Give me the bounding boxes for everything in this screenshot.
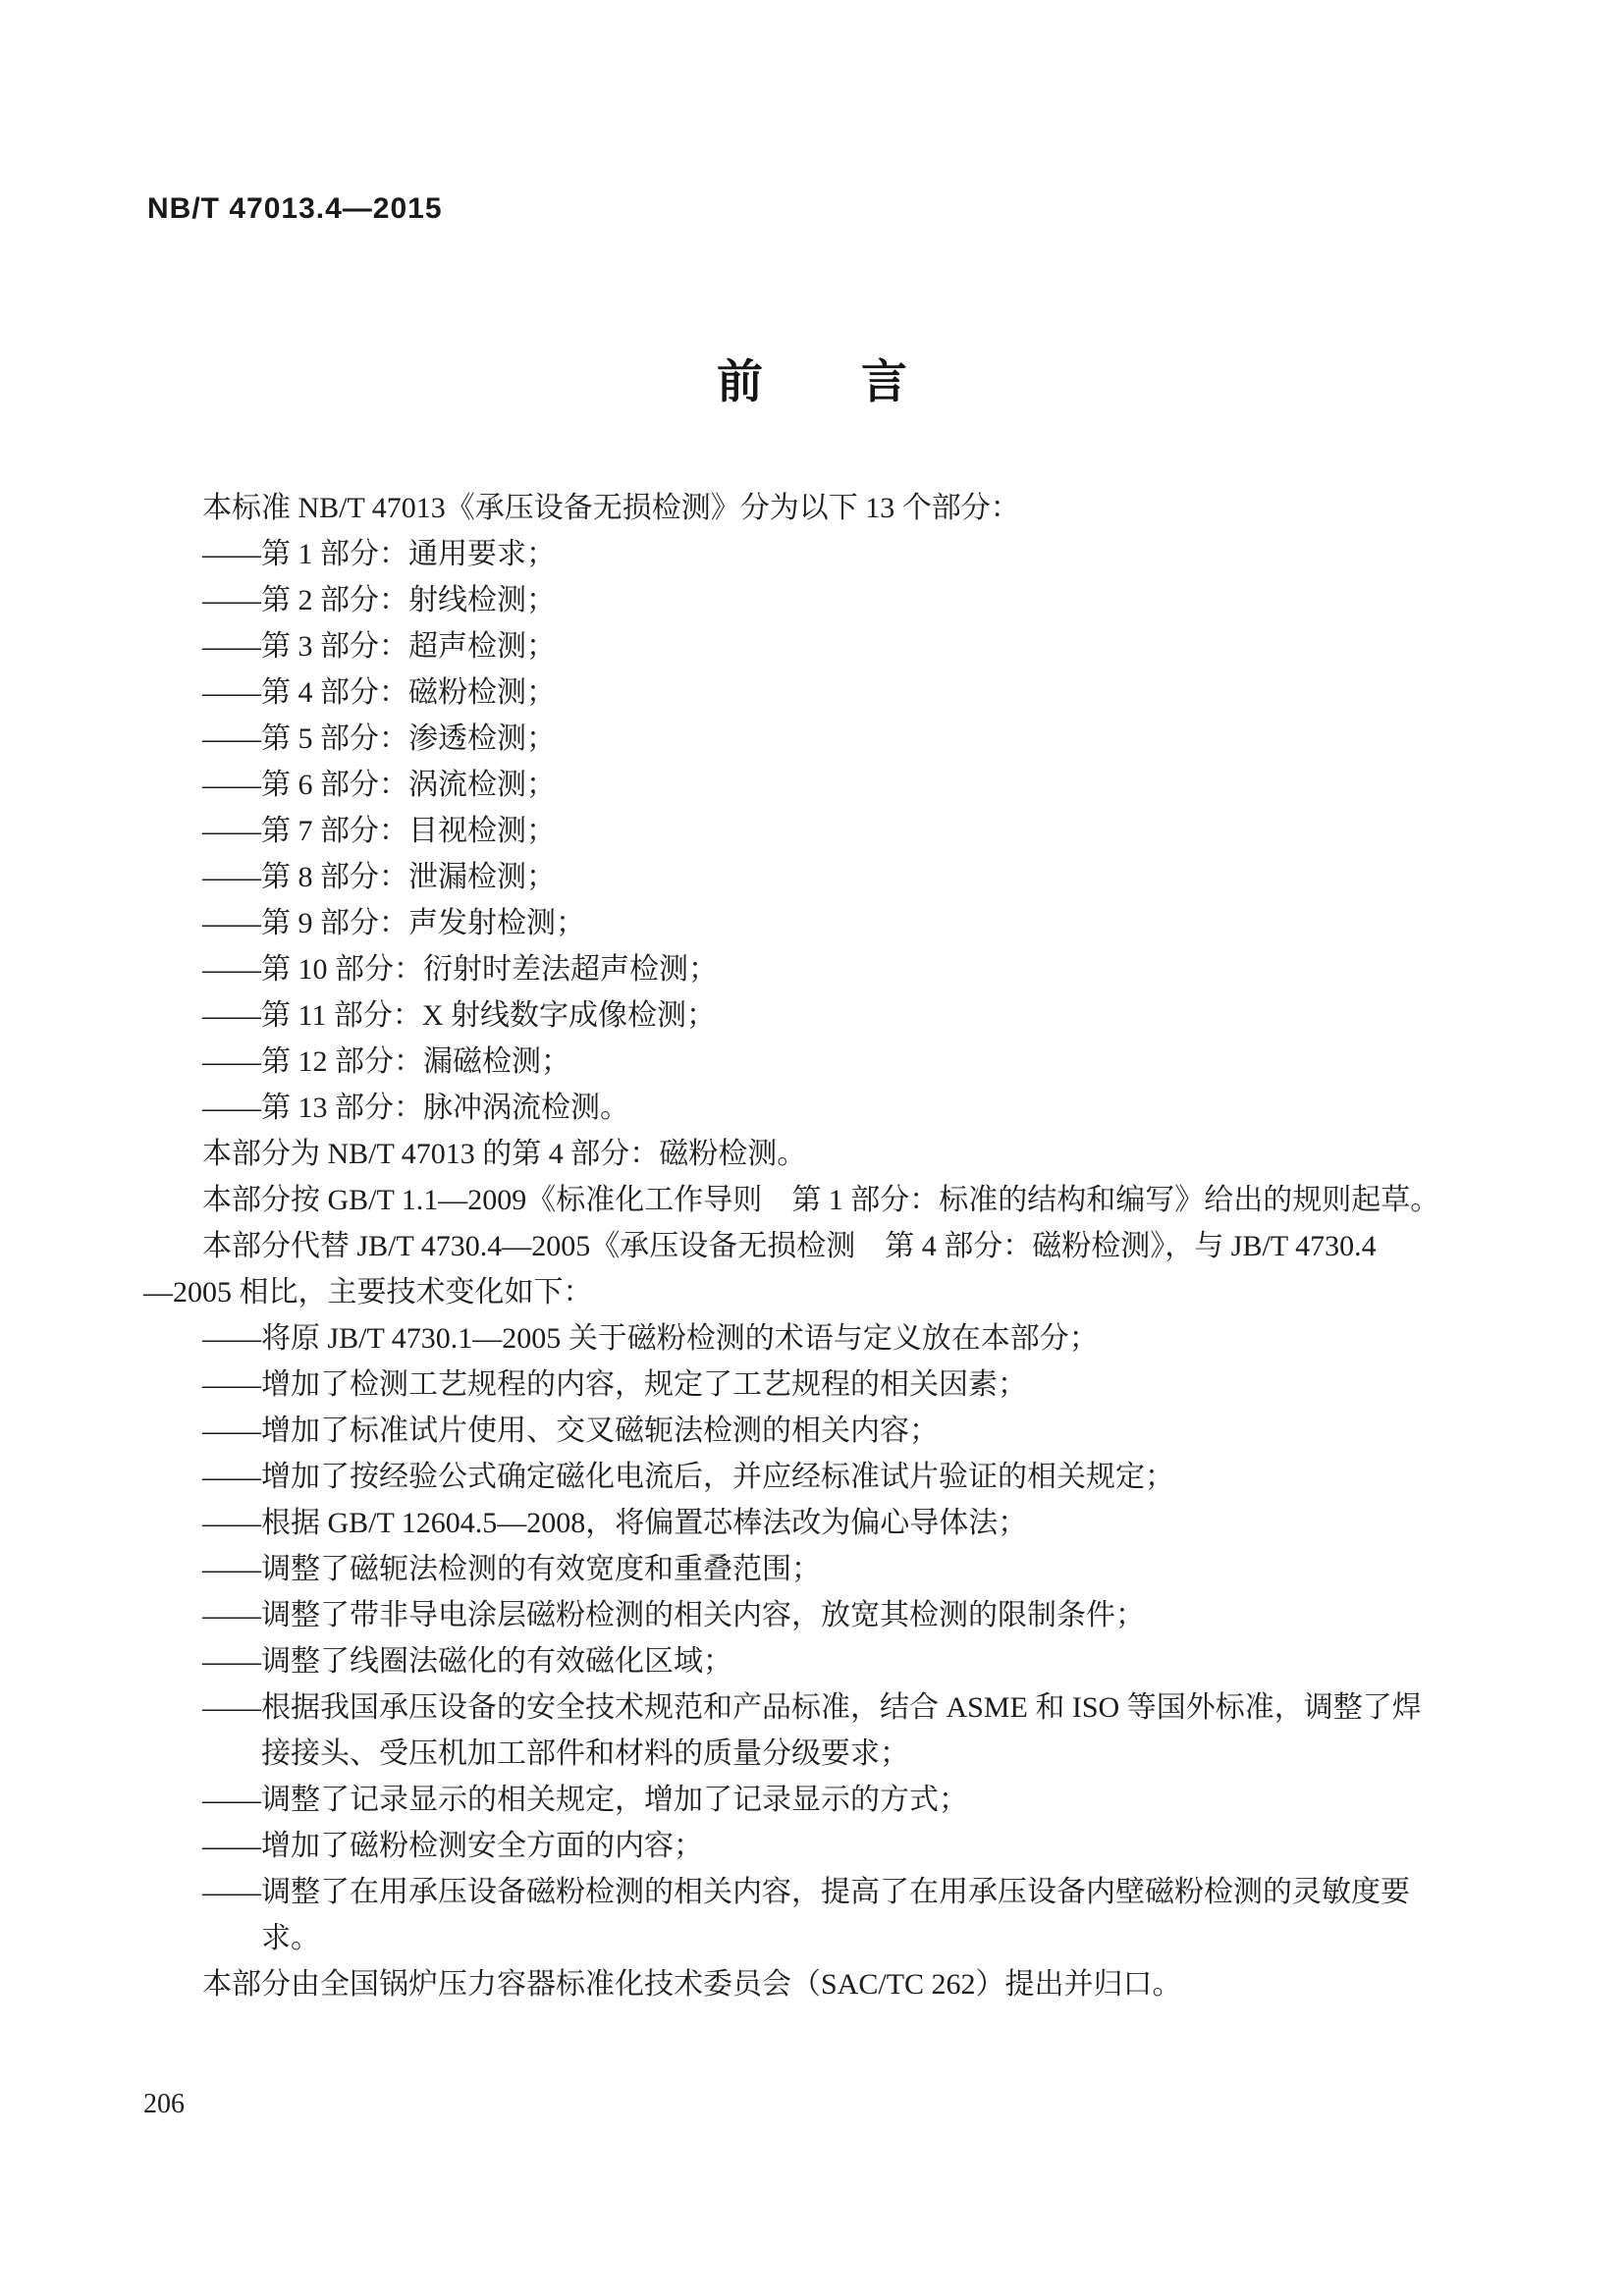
list-item-change-terms: ——将原 JB/T 4730.1—2005 关于磁粉检测的术语与定义放在本部分； [202, 1322, 1099, 1355]
list-item-part-8: ——第 8 部分：泄漏检测； [202, 861, 556, 893]
list-item-change-test-strip: ——增加了标准试片使用、交叉磁轭法检测的相关内容； [202, 1415, 939, 1447]
list-item-change-safety: ——增加了磁粉检测安全方面的内容； [202, 1830, 703, 1862]
list-item-part-11: ——第 11 部分：X 射线数字成像检测； [202, 999, 717, 1032]
list-item-part-7: ——第 7 部分：目视检测； [202, 815, 556, 847]
page-title [0, 346, 1624, 411]
list-item-part-3: ——第 3 部分：超声检测； [202, 630, 556, 663]
list-item-change-asme-line-2: 接接头、受压机加工部件和材料的质量分级要求； [261, 1737, 909, 1770]
paragraph-replacement-line-1: 本部分代替 JB/T 4730.4—2005《承压设备无损检测 第 4 部分：磁粉检测》，与 JB/T 4730.4 [202, 1230, 1377, 1262]
list-item-change-procedure: ——增加了检测工艺规程的内容，规定了工艺规程的相关因素； [202, 1368, 1027, 1401]
list-item-change-yoke-width: ——调整了磁轭法检测的有效宽度和重叠范围； [202, 1553, 821, 1585]
list-item-change-recording: ——调整了记录显示的相关规定，增加了记录显示的方式； [202, 1784, 968, 1816]
list-item-part-13: ——第 13 部分：脉冲涡流检测。 [202, 1092, 629, 1124]
list-item-change-inuse-line-1: ——调整了在用承压设备磁粉检测的相关内容，提高了在用承压设备内壁磁粉检测的灵敏度要 [202, 1876, 1410, 1908]
list-item-change-inuse-line-2: 求。 [261, 1922, 320, 1954]
list-item-part-1: ——第 1 部分：通用要求； [202, 538, 556, 570]
list-item-change-coating: ——调整了带非导电涂层磁粉检测的相关内容，放宽其检测的限制条件； [202, 1599, 1145, 1631]
list-item-part-6: ——第 6 部分：涡流检测； [202, 769, 556, 801]
paragraph-this-part: 本部分为 NB/T 47013 的第 4 部分：磁粉检测。 [202, 1138, 807, 1170]
list-item-change-current: ——增加了按经验公式确定磁化电流后，并应经标准试片验证的相关规定； [202, 1461, 1174, 1493]
list-item-part-4: ——第 4 部分：磁粉检测； [202, 676, 556, 709]
paragraph-replacement-line-2: —2005 相比，主要技术变化如下： [143, 1276, 593, 1308]
list-item-part-12: ——第 12 部分：漏磁检测； [202, 1045, 570, 1078]
list-item-change-conductor: ——根据 GB/T 12604.5—2008，将偏置芯棒法改为偏心导体法； [202, 1507, 1028, 1539]
paragraph-submitter: 本部分由全国锅炉压力容器标准化技术委员会（SAC/TC 262）提出并归口。 [202, 1968, 1182, 2001]
list-item-change-coil-area: ——调整了线圈法磁化的有效磁化区域； [202, 1645, 732, 1678]
title-char-yan: 言 [861, 355, 907, 407]
paragraph-intro: 本标准 NB/T 47013《承压设备无损检测》分为以下 13 个部分： [202, 492, 1020, 524]
document-body [143, 485, 1487, 2007]
list-item-part-9: ——第 9 部分：声发射检测； [202, 907, 585, 939]
paragraph-drafting-rule: 本部分按 GB/T 1.1—2009《标准化工作导则 第 1 部分：标准的结构和编写》给出的规则起草。 [202, 1184, 1440, 1216]
list-item-part-2: ——第 2 部分：射线检测； [202, 584, 556, 616]
page-number: 206 [143, 2089, 185, 2119]
list-item-change-asme-line-1: ——根据我国承压设备的安全技术规范和产品标准，结合 ASME 和 ISO 等国外标准，调整了焊 [202, 1691, 1422, 1724]
list-item-part-5: ——第 5 部分：渗透检测； [202, 722, 556, 755]
list-item-part-10: ——第 10 部分：衍射时差法超声检测； [202, 953, 718, 986]
doc-number: NB/T 47013.4—2015 [147, 192, 443, 225]
title-char-qian: 前 [717, 355, 763, 407]
